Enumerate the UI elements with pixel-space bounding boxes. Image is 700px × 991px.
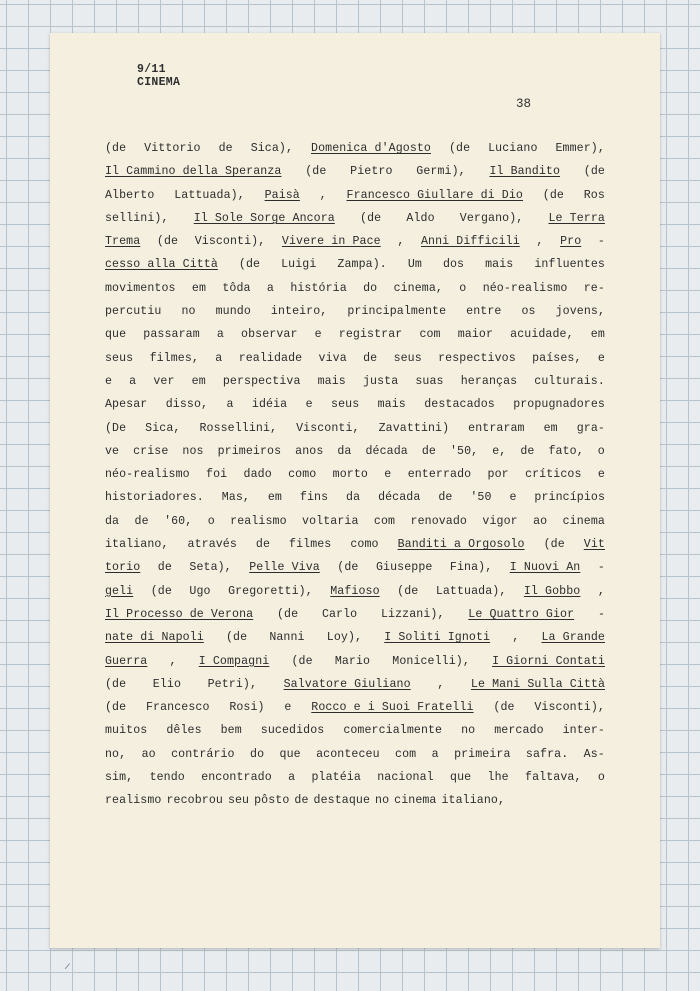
word: sucedidos [260,724,325,738]
underlined-film-title: Guerra [105,654,148,668]
word: muitos [105,724,148,738]
word: heranças [460,374,518,388]
word: década [378,491,421,505]
word: Elio [152,677,182,691]
word: seus [105,351,134,365]
underlined-film-title: Il Gobbo [523,584,581,598]
word: Seta), [189,561,232,575]
word: (de [360,211,382,225]
word: história [290,281,347,295]
word: justa [362,374,399,388]
word: filmes [289,538,332,552]
word: entraram [468,421,525,435]
word: primeiros [217,444,282,458]
word: de [294,794,309,808]
word: jovens, [555,305,605,319]
typewritten-page [50,33,660,948]
word: filmes, [149,351,199,365]
word: suas [415,374,444,388]
text-line [105,533,605,556]
underlined-film-title: Paisà [264,188,300,202]
word: (de [291,654,313,668]
word: no, [105,747,127,761]
text-line [105,650,605,673]
word: mundo [215,305,251,319]
word: e [509,491,517,505]
word: países, [532,351,582,365]
underlined-film-title: nate di Napoli [105,631,204,645]
word: sim, [105,771,134,785]
word: Nanni [269,631,305,645]
word: Visconti, [296,421,360,435]
underlined-film-title: La Grande [541,631,605,645]
word: por [487,468,509,482]
word: o [207,514,215,528]
word: seus [331,398,360,412]
word: a [129,374,137,388]
underlined-film-title: Banditi a Orgosolo [397,538,525,552]
underlined-film-title: Mafioso [330,584,380,598]
underlined-film-title: I Soliti Ignoti [384,631,491,645]
word: pôsto [254,794,290,808]
word: em [191,374,206,388]
word: néo-realismo [105,468,190,482]
underlined-film-title: Anni Difficili [420,235,520,249]
word: destaque [313,794,371,808]
page-header [137,63,180,89]
word: morto [332,468,368,482]
underlined-film-title: I Compagni [198,654,270,668]
word: Lattuada), [174,188,245,202]
underlined-film-title: Il Sole Sorge Ancora [193,211,335,225]
word: Francesco [145,701,210,715]
word: fins [299,491,329,505]
word: (de [493,701,515,715]
word: da [105,514,120,528]
word: disso, [165,398,209,412]
word: (de [337,561,359,575]
word: (de [543,538,565,552]
word: (de [105,142,127,155]
word: a [216,328,224,342]
word: encontrado [201,771,272,785]
word: passaram [143,328,200,342]
word: (de [238,258,261,272]
word: , [597,584,605,598]
text-line [105,347,605,370]
word: '50 [470,491,492,505]
word: cinema, [393,281,443,295]
word: de [421,444,436,458]
text-line [105,789,605,812]
word: (de [305,165,327,179]
paper-mark [65,963,76,974]
section-title: CINEMA [137,76,181,89]
word: e [597,351,605,365]
word: a [215,351,223,365]
word: (de [225,631,248,645]
word: (de [583,165,605,179]
word: Sica), [250,142,294,155]
word: Vergano), [459,211,524,225]
word: a [288,771,296,785]
word: e [314,328,322,342]
word: tendo [149,771,185,785]
word: Mas, [221,491,250,505]
underlined-film-title: Vit [583,538,605,552]
word: (de [276,607,299,621]
word: (de [397,584,419,598]
word: através [187,538,237,552]
word: com [395,747,417,761]
word: renovado [410,514,467,528]
word: de [363,351,378,365]
word: e [105,374,113,388]
word: vigor [482,514,518,528]
word: , [397,235,405,249]
word: fato, [548,444,584,458]
word: (de [105,701,127,715]
body-text [105,137,605,813]
word: , [512,631,520,645]
word: principalmente [347,305,447,319]
word: no [375,794,390,808]
word: Germi), [416,165,466,179]
word: Alberto [105,188,155,202]
word: nos [182,444,204,458]
word: Gregoretti), [228,584,313,598]
underlined-film-title: Le Quattro Gior [468,607,575,621]
word: Aldo [406,211,435,225]
word: anos [295,444,324,458]
word: respectivos [438,351,516,365]
word: Loy), [326,631,363,645]
word: Fina), [449,561,493,575]
word: '50, [449,444,479,458]
word: ve [105,444,120,458]
word: Ugo [189,584,211,598]
word: do [363,281,378,295]
text-line [105,556,605,579]
word: primeira [454,747,511,761]
word: , [319,188,327,202]
word: (de [156,235,179,249]
word: ao [141,747,156,761]
text-line [105,323,605,346]
word: safra. [525,747,569,761]
word: Lattuada), [435,584,507,598]
word: entre [466,305,502,319]
word: Visconti), [534,701,605,715]
word: (de [448,142,471,155]
underlined-film-title: I Giorni Contati [492,654,605,668]
word: seus [393,351,422,365]
word: com [373,514,396,528]
word: culturais. [534,374,605,388]
underlined-film-title: Il Processo de Verona [105,607,254,621]
word: idéia [251,398,288,412]
word: nacional [377,771,434,785]
word: e [305,398,313,412]
underlined-film-title: Pro [560,235,582,249]
text-line [105,463,605,486]
word: influentes [534,258,605,272]
word: observar [241,328,298,342]
word: críticos [525,468,582,482]
underlined-film-title: torio [105,561,141,575]
word: mais [317,374,346,388]
word: de [438,491,453,505]
word: dos [442,258,465,272]
text-line [105,766,605,789]
word: ver [153,374,175,388]
word: enterrado [407,468,472,482]
word: , [437,677,445,691]
text-line [105,626,605,649]
word: seu [227,794,250,808]
underlined-film-title: Le Terra [548,211,605,225]
word: em [590,328,605,342]
word: As- [583,747,605,761]
word: de [520,444,535,458]
word: realismo [230,514,287,528]
text-line [105,277,605,300]
word: Zavattini) [378,421,450,435]
word: viva [318,351,347,365]
underlined-film-title: Rocco e i Suoi Fratelli [311,701,474,715]
page-number: 38 [516,97,532,111]
word: a [226,398,234,412]
word: sellini), [105,211,169,225]
word: realismo [105,794,162,808]
word: ao [533,514,548,528]
text-line [105,300,605,323]
word: italiano, [441,794,506,808]
word: Zampa). [337,258,387,272]
word: Ros [583,188,605,202]
word: perspectiva [222,374,301,388]
word: Apesar [105,398,148,412]
word: tôda [222,281,251,295]
word: cinema [562,514,605,528]
text-line [105,696,605,719]
word: aconteceu [316,747,380,761]
text-line [105,160,605,183]
underlined-film-title: cesso alla Città [105,258,218,272]
word: de [157,561,172,575]
word: inteiro, [270,305,328,319]
text-line [105,207,605,230]
word: Mario [334,654,371,668]
word: bem [220,724,242,738]
word: Rosi) [229,701,265,715]
word: gra- [576,421,605,435]
word: dêles [166,724,202,738]
word: - [597,235,605,249]
word: realidade [238,351,303,365]
word: de [255,538,271,552]
word: registrar [338,328,403,342]
word: e [284,701,292,715]
text-line [105,510,605,533]
word: mercado [494,724,544,738]
word: Visconti), [194,235,266,249]
word: - [597,561,605,575]
text-line [105,603,605,626]
word: como [350,538,379,552]
word: como [288,468,317,482]
word: com [419,328,441,342]
text-line [105,743,605,766]
word: Sica, [145,421,181,435]
underlined-film-title: Pelle Viva [249,561,320,575]
word: contrário [171,747,235,761]
underlined-film-title: Le Mani Sulla Città [470,677,605,691]
word: e [597,468,605,482]
text-line [105,673,605,696]
underlined-film-title: Francesco Giullare di Dio [346,188,523,202]
word: que [105,328,127,342]
text-line [105,393,605,416]
word: crise [133,444,169,458]
word: Luciano [488,142,538,155]
word: que [450,771,472,785]
word: de [218,142,233,155]
word: voltaria [302,514,359,528]
word: o [597,444,605,458]
text-line [105,580,605,603]
word: recobrou [166,794,223,808]
word: em [191,281,207,295]
word: mais [485,258,514,272]
word: (de [150,584,172,598]
word: o [597,771,605,785]
word: Emmer), [555,142,605,155]
word: Lizzani), [381,607,445,621]
word: no [461,724,476,738]
underlined-film-title: Domenica d'Agosto [311,142,431,155]
text-line [105,253,605,276]
word: re- [583,281,605,295]
word: , [169,654,177,668]
text-line [105,417,605,440]
word: propugnadores [513,398,605,412]
word: em [267,491,282,505]
word: os [521,305,536,319]
word: Pietro [350,165,393,179]
word: platéia [311,771,361,785]
section-number: 9/11 [137,63,166,76]
word: acuidade, [510,328,574,342]
word: cinema [394,794,437,808]
text-line [105,137,605,160]
word: movimentos [105,281,176,295]
word: Um [407,258,422,272]
word: - [597,607,605,621]
word: Luigi [281,258,317,272]
word: maior [457,328,494,342]
word: que [279,747,301,761]
word: o [459,281,467,295]
word: destacados [424,398,495,412]
word: '60, [164,514,193,528]
text-line [105,370,605,393]
word: no [181,305,196,319]
word: historiadores. [105,491,204,505]
word: de [134,514,149,528]
word: , [536,235,544,249]
text-line [105,486,605,509]
word: e, [492,444,507,458]
underlined-film-title: Trema [105,235,141,249]
word: Monicelli), [392,654,470,668]
word: (De [105,421,127,435]
word: faltava, [525,771,582,785]
word: da [337,444,352,458]
word: mais [377,398,406,412]
underlined-film-title: Il Bandito [489,165,561,179]
word: e [384,468,392,482]
word: dado [243,468,272,482]
word: a [431,747,439,761]
underlined-film-title: Vivere in Pace [281,235,381,249]
word: foi [206,468,228,482]
word: Rossellini, [199,421,278,435]
underlined-film-title: Il Cammino della Speranza [105,165,282,179]
word: Vittorio [144,142,201,155]
word: comercialmente [343,724,443,738]
word: Giuseppe [375,561,433,575]
word: (de [105,677,127,691]
word: do [250,747,265,761]
text-line [105,184,605,207]
underlined-film-title: Salvatore Giuliano [283,677,411,691]
word: (de [542,188,564,202]
word: percutiu [105,305,162,319]
word: década [365,444,408,458]
word: em [543,421,558,435]
word: inter- [562,724,605,738]
word: princípios [534,491,605,505]
word: italiano, [105,538,169,552]
word: Petri), [207,677,258,691]
word: Carlo [321,607,358,621]
text-line [105,440,605,463]
underlined-film-title: I Nuovi An [509,561,581,575]
word: da [346,491,361,505]
word: lhe [487,771,509,785]
text-line [105,719,605,742]
word: a [266,281,274,295]
word: néo-realismo [482,281,568,295]
underlined-film-title: geli [105,584,134,598]
text-line [105,230,605,253]
